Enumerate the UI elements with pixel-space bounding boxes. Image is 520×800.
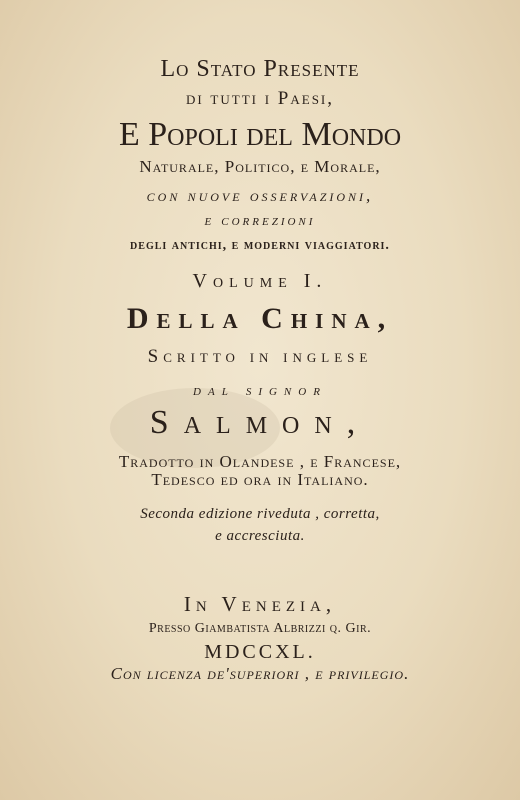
travellers-line: degli antichi, e moderni viaggiatori.: [130, 238, 390, 253]
volume-label: Volume I.: [192, 270, 328, 292]
imprint-year: MDCCXL.: [204, 641, 316, 663]
main-title: E Popoli del Mondo: [118, 116, 402, 153]
corrections-line: e correzioni: [204, 212, 316, 229]
author-name: Salmon,: [149, 404, 371, 441]
subject-title: Della China,: [126, 302, 394, 335]
title-line-1: Lo Stato Presente: [160, 56, 360, 82]
license-line: Con licenza de'superiori , e privilegio.: [110, 664, 410, 683]
title-line-2: di tutti i Paesi,: [185, 88, 335, 109]
by-line: dal signor: [193, 382, 327, 399]
translation-line-1: Tradotto in Olandese , e Francese,: [118, 452, 402, 471]
subtitle-line: Naturale, Politico, e Morale,: [139, 157, 381, 176]
imprint-printer: Presso Giambatista Albrizzi q. Gir.: [148, 621, 372, 636]
imprint-place: In Venezia,: [183, 592, 337, 616]
written-line: Scritto in inglese: [147, 346, 373, 367]
translation-line-2: Tedesco ed ora in Italiano.: [151, 470, 369, 489]
observations-line: con nuove osservazioni,: [146, 186, 374, 205]
edition-line-1: Seconda edizione riveduta , corretta,: [140, 506, 380, 522]
edition-line-2: e accresciuta.: [215, 528, 305, 544]
